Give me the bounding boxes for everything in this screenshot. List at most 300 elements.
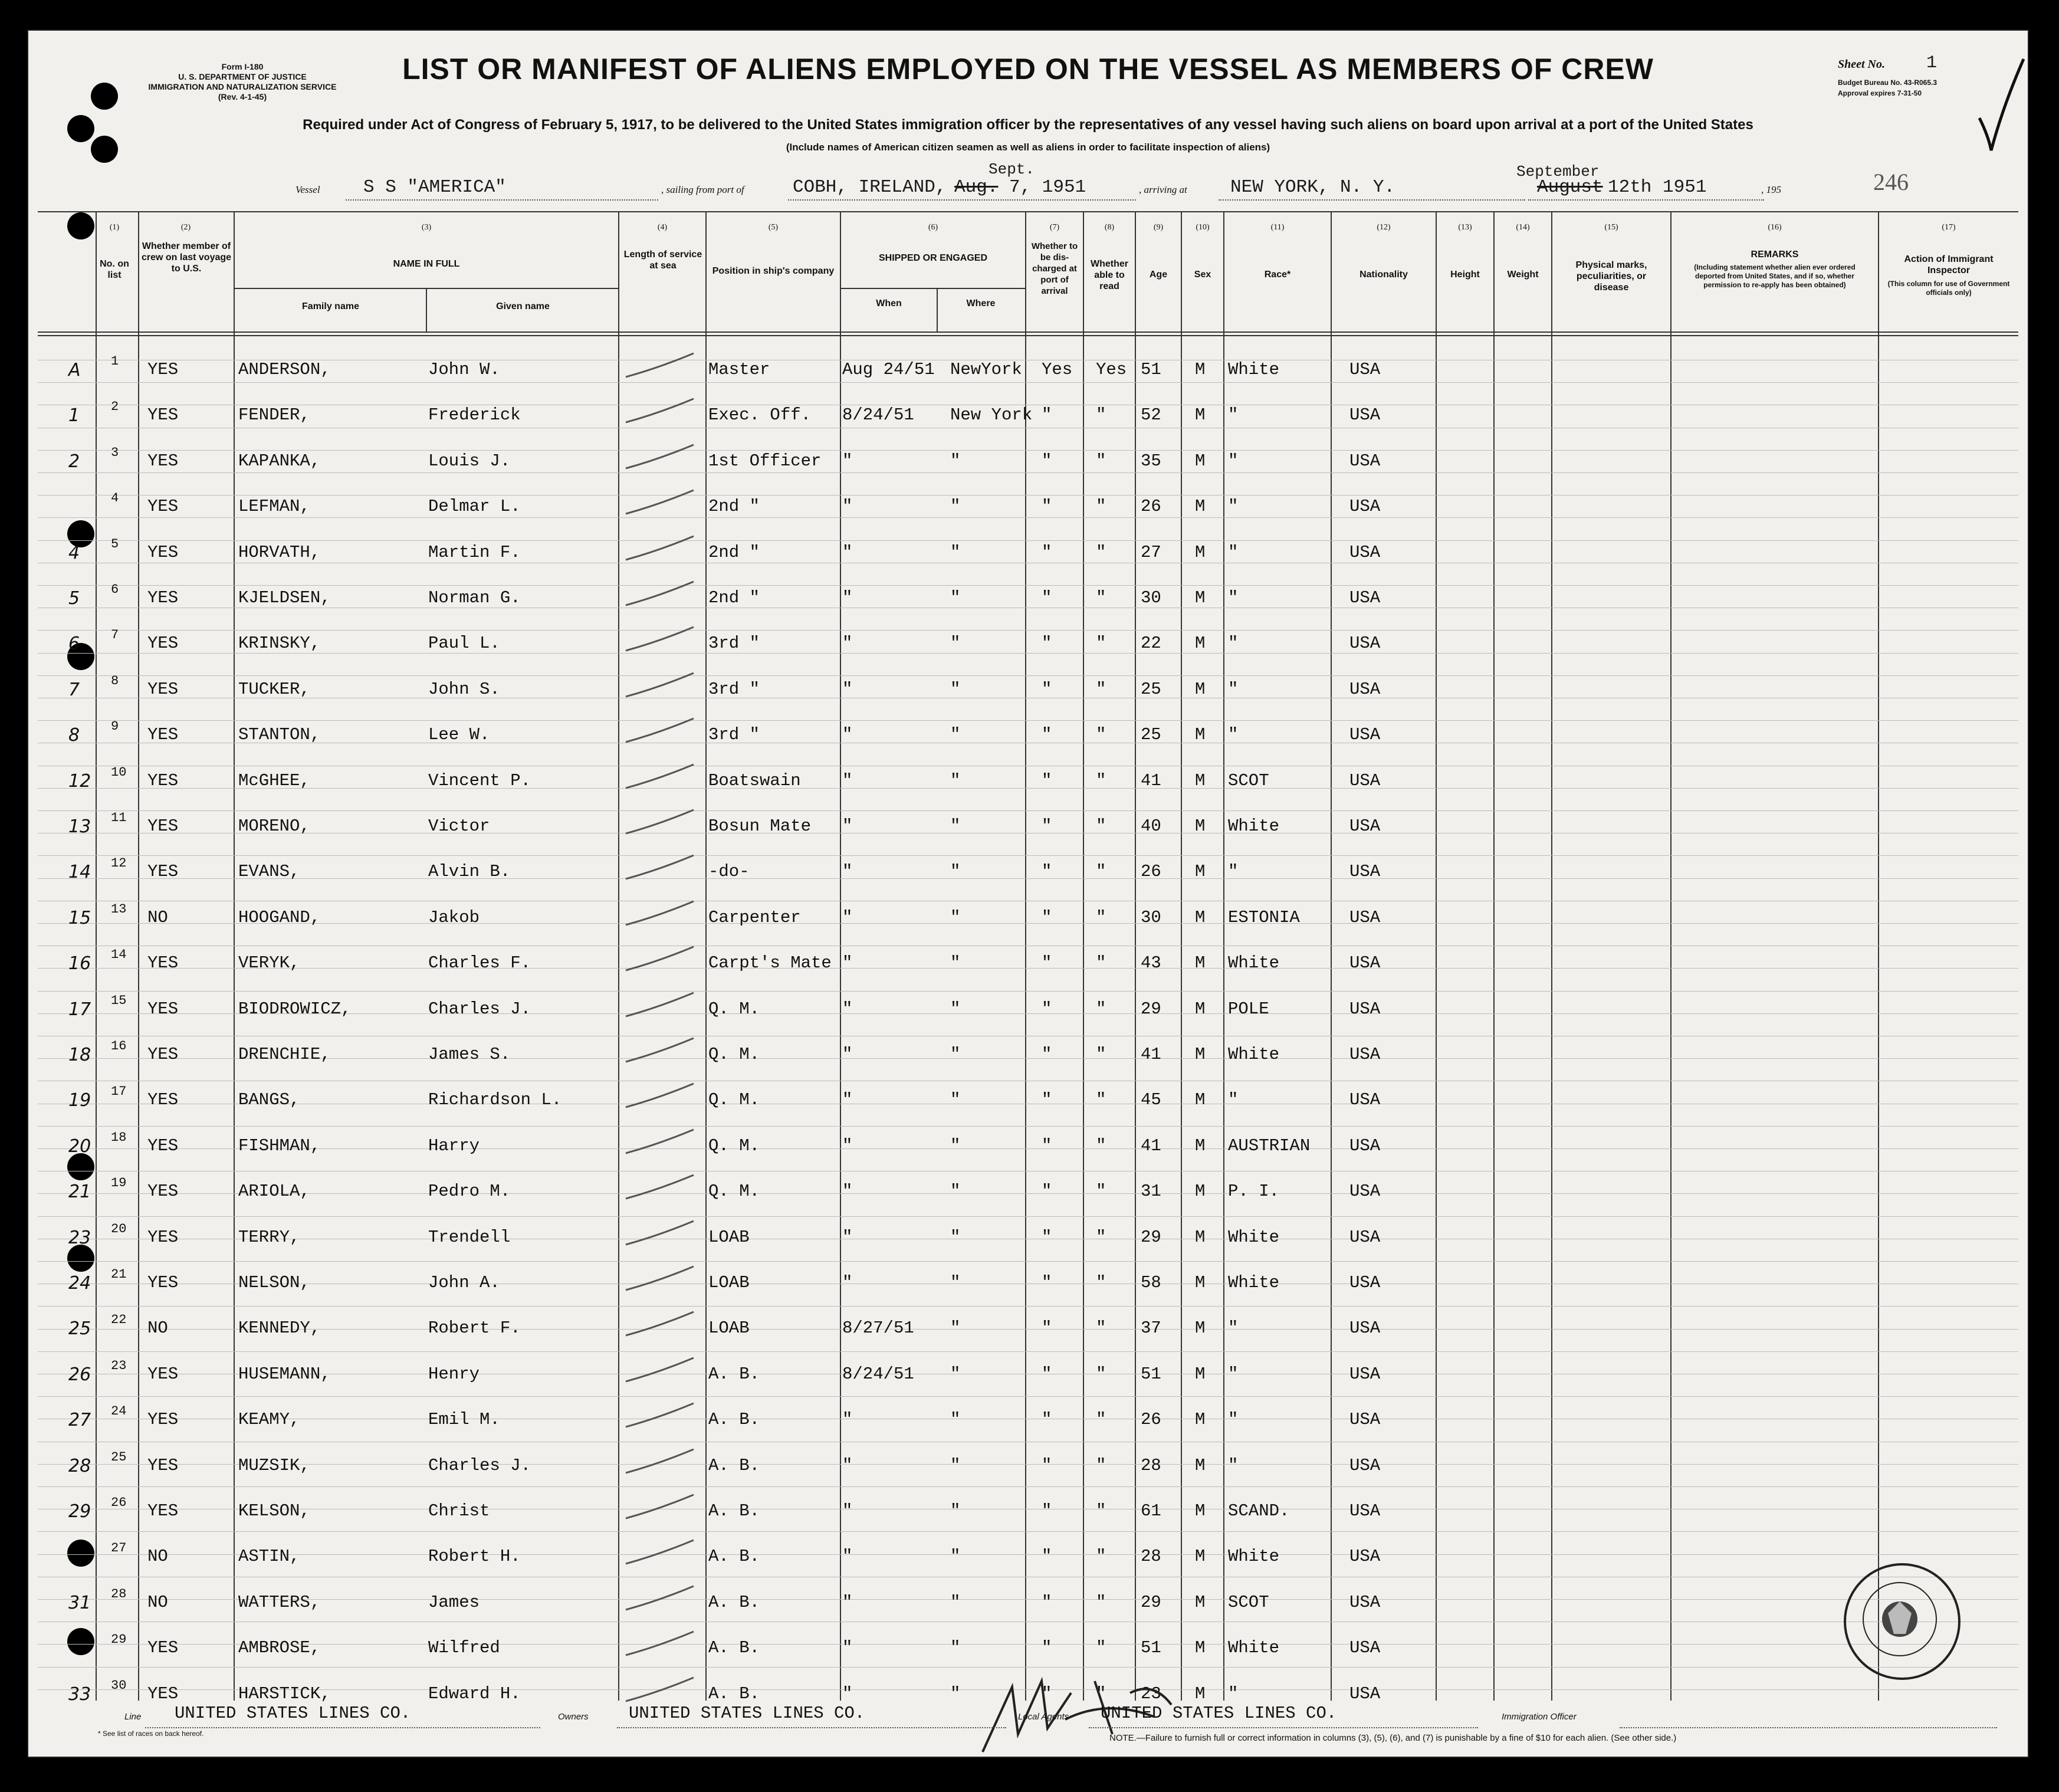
- row-discharged: ": [1042, 1683, 1052, 1704]
- col-header-inspector-action: Action of Immigrant Inspector: [1904, 254, 1994, 275]
- row-discharged: ": [1042, 1547, 1052, 1567]
- row-prev-voyage: YES: [147, 953, 179, 973]
- grid-column-line: [1878, 211, 1879, 1701]
- row-shipped-where: ": [950, 1045, 961, 1064]
- row-able-to-read: ": [1096, 1410, 1106, 1430]
- row-shipped-where: ": [950, 588, 961, 608]
- row-shipped-where: ": [950, 634, 961, 654]
- row-age: 51: [1141, 1638, 1161, 1658]
- row-number: 8: [111, 673, 119, 688]
- row-number: 10: [111, 764, 127, 780]
- ruled-line: [38, 517, 2018, 518]
- row-family-name: HARSTICK,: [238, 1683, 331, 1704]
- service-stroke: [617, 1127, 700, 1162]
- row-sex: M: [1195, 1638, 1206, 1658]
- row-able-to-read: ": [1096, 1683, 1106, 1704]
- row-race: ": [1228, 1318, 1239, 1338]
- col-num: (12): [1377, 223, 1391, 232]
- row-age: 51: [1141, 1364, 1161, 1384]
- ruled-line: [38, 382, 2018, 383]
- row-family-name: VERYK,: [238, 953, 300, 973]
- row-nationality: USA: [1349, 1547, 1381, 1567]
- row-given-name: Harry: [428, 1135, 480, 1156]
- row-able-to-read: ": [1096, 1547, 1106, 1567]
- row-discharged: ": [1042, 405, 1052, 425]
- row-nationality: USA: [1349, 1181, 1381, 1202]
- row-shipped-when: ": [842, 634, 853, 654]
- row-race: ESTONIA: [1228, 907, 1300, 927]
- row-handwritten-index: 14: [68, 862, 91, 883]
- row-race: White: [1228, 1045, 1280, 1064]
- row-age: 37: [1141, 1318, 1161, 1338]
- footer-owners-label: Owners: [558, 1712, 589, 1722]
- row-family-name: KAPANKA,: [238, 451, 321, 471]
- row-shipped-when: ": [842, 770, 853, 790]
- row-nationality: USA: [1349, 1638, 1381, 1658]
- ruled-line: [38, 450, 2018, 451]
- row-nationality: USA: [1349, 451, 1381, 471]
- row-given-name: Louis J.: [428, 451, 511, 471]
- row-discharged: ": [1042, 1045, 1052, 1064]
- col-header-given-name: Given name: [496, 301, 550, 311]
- row-able-to-read: ": [1096, 1501, 1106, 1521]
- row-number: 6: [111, 582, 119, 597]
- row-given-name: Emil M.: [428, 1410, 500, 1430]
- row-prev-voyage: YES: [147, 1455, 179, 1475]
- service-stroke: [617, 1583, 700, 1619]
- row-given-name: John W.: [428, 360, 500, 379]
- row-given-name: Charles F.: [428, 953, 531, 973]
- row-given-name: James: [428, 1592, 480, 1612]
- row-shipped-where: ": [950, 1455, 961, 1475]
- row-number: 26: [111, 1495, 127, 1510]
- stamp-number: 246: [1873, 169, 1909, 195]
- date-from: 7, 1951: [1009, 177, 1086, 198]
- row-given-name: Henry: [428, 1364, 480, 1384]
- row-shipped-where: ": [950, 1638, 961, 1658]
- row-family-name: HORVATH,: [238, 542, 321, 562]
- grid-column-line: [138, 211, 139, 1701]
- row-shipped-when: ": [842, 953, 853, 973]
- col-num: (2): [180, 223, 191, 232]
- row-race: ": [1228, 497, 1239, 517]
- row-sex: M: [1195, 497, 1206, 517]
- row-shipped-where: ": [950, 907, 961, 927]
- row-prev-voyage: YES: [147, 1638, 179, 1658]
- row-nationality: USA: [1349, 497, 1381, 517]
- row-age: 25: [1141, 679, 1161, 699]
- row-handwritten-index: 31: [68, 1592, 91, 1613]
- consulate-seal: [1844, 1563, 1961, 1680]
- month-correction: Sept.: [989, 160, 1035, 178]
- grid-column-line: [1083, 211, 1084, 1701]
- row-shipped-when: Aug 24/51: [842, 360, 935, 379]
- sheet-number: 1: [1926, 53, 1938, 73]
- row-sex: M: [1195, 1547, 1206, 1567]
- row-able-to-read: ": [1096, 1455, 1106, 1475]
- ruled-line: [38, 1531, 2018, 1532]
- row-position: 2nd ": [708, 497, 760, 517]
- row-position: Carpenter: [708, 907, 801, 927]
- row-handwritten-index: 5: [68, 588, 80, 609]
- row-sex: M: [1195, 1683, 1206, 1704]
- row-nationality: USA: [1349, 1318, 1381, 1338]
- row-shipped-when: ": [842, 1592, 853, 1612]
- row-position: A. B.: [708, 1547, 760, 1567]
- row-prev-voyage: YES: [147, 1181, 179, 1202]
- row-position: 2nd ": [708, 542, 760, 562]
- row-prev-voyage: YES: [147, 1364, 179, 1384]
- row-shipped-when: ": [842, 1090, 853, 1110]
- row-able-to-read: ": [1096, 1364, 1106, 1384]
- row-race: AUSTRIAN: [1228, 1135, 1311, 1156]
- row-number: 14: [111, 947, 127, 963]
- service-stroke: [617, 1537, 700, 1573]
- row-number: 12: [111, 856, 127, 871]
- ruled-line: [38, 788, 2018, 789]
- row-position: Q. M.: [708, 1090, 760, 1110]
- row-given-name: John S.: [428, 679, 500, 699]
- ruled-line: [38, 1644, 2018, 1645]
- row-race: ": [1228, 1455, 1239, 1475]
- row-handwritten-index: 33: [68, 1683, 91, 1705]
- service-stroke: [617, 350, 700, 386]
- row-nationality: USA: [1349, 360, 1381, 379]
- row-age: 22: [1141, 634, 1161, 654]
- col-header-nationality: Nationality: [1359, 270, 1408, 280]
- row-discharged: ": [1042, 1410, 1052, 1430]
- row-age: 41: [1141, 1135, 1161, 1156]
- row-number: 1: [111, 354, 119, 369]
- row-shipped-where: New York: [950, 405, 1033, 425]
- row-race: White: [1228, 1227, 1280, 1247]
- grid-column-line: [1551, 211, 1552, 1701]
- row-shipped-when: ": [842, 907, 853, 927]
- port-from: COBH, IRELAND,: [793, 177, 947, 198]
- row-number: 20: [111, 1221, 127, 1236]
- races-footnote: * See list of races on back hereof.: [98, 1729, 204, 1738]
- ruled-line: [38, 1329, 2018, 1330]
- row-sex: M: [1195, 907, 1206, 927]
- row-age: 25: [1141, 725, 1161, 745]
- punch-hole: [67, 1628, 94, 1655]
- col-header-race: Race*: [1264, 270, 1291, 280]
- row-nationality: USA: [1349, 1410, 1381, 1430]
- row-age: 23: [1141, 1683, 1161, 1704]
- row-number: 18: [111, 1130, 127, 1145]
- row-shipped-when: ": [842, 1638, 853, 1658]
- col-header-weight: Weight: [1507, 270, 1539, 280]
- row-position: LOAB: [708, 1318, 750, 1338]
- ruled-line: [38, 923, 2018, 924]
- row-able-to-read: ": [1096, 497, 1106, 517]
- col-num: (5): [768, 223, 779, 232]
- row-family-name: MORENO,: [238, 816, 310, 836]
- budget-bureau: Budget Bureau No. 43-R065.3: [1838, 78, 1938, 87]
- row-shipped-when: ": [842, 588, 853, 608]
- row-discharged: ": [1042, 542, 1052, 562]
- row-sex: M: [1195, 1501, 1206, 1521]
- row-shipped-when: ": [842, 679, 853, 699]
- row-able-to-read: ": [1096, 1273, 1106, 1292]
- row-prev-voyage: YES: [147, 1090, 179, 1110]
- row-able-to-read: ": [1096, 862, 1106, 882]
- row-handwritten-index: 28: [68, 1455, 91, 1476]
- row-shipped-where: ": [950, 1592, 961, 1612]
- ruled-line: [38, 878, 2018, 879]
- row-family-name: BIODROWICZ,: [238, 999, 352, 1019]
- row-race: ": [1228, 1410, 1239, 1430]
- row-discharged: ": [1042, 816, 1052, 836]
- row-race: ": [1228, 1683, 1239, 1704]
- row-family-name: KRINSKY,: [238, 634, 321, 654]
- row-sex: M: [1195, 1318, 1206, 1338]
- row-shipped-where: ": [950, 725, 961, 745]
- row-race: White: [1228, 1638, 1280, 1658]
- row-shipped-when: ": [842, 1455, 853, 1475]
- grid-column-line: [840, 211, 841, 1701]
- service-stroke: [617, 396, 700, 431]
- row-handwritten-index: 7: [68, 679, 80, 700]
- row-handwritten-index: 15: [68, 907, 91, 928]
- row-sex: M: [1195, 405, 1206, 425]
- row-able-to-read: ": [1096, 542, 1106, 562]
- form-number: Form I-180: [221, 62, 264, 71]
- row-given-name: Norman G.: [428, 588, 521, 608]
- row-shipped-when: ": [842, 1410, 853, 1430]
- row-family-name: WATTERS,: [238, 1592, 321, 1612]
- row-sex: M: [1195, 1181, 1206, 1202]
- row-given-name: Jakob: [428, 907, 480, 927]
- row-able-to-read: ": [1096, 816, 1106, 836]
- page-instruction: (Include names of American citizen seamen as well as aliens in order to facilitate inspection of aliens): [786, 142, 1270, 153]
- row-shipped-when: ": [842, 1547, 853, 1567]
- row-age: 41: [1141, 770, 1161, 790]
- row-age: 61: [1141, 1501, 1161, 1521]
- ruled-line: [38, 1193, 2018, 1194]
- row-position: 3rd ": [708, 725, 760, 745]
- row-shipped-where: ": [950, 770, 961, 790]
- row-position: A. B.: [708, 1683, 760, 1704]
- ruled-line: [38, 540, 2018, 541]
- row-shipped-where: ": [950, 862, 961, 882]
- row-shipped-where: ": [950, 953, 961, 973]
- row-able-to-read: ": [1096, 1090, 1106, 1110]
- row-nationality: USA: [1349, 725, 1381, 745]
- row-number: 17: [111, 1084, 127, 1100]
- ruled-line: [38, 1464, 2018, 1465]
- row-position: -do-: [708, 862, 750, 882]
- row-shipped-when: ": [842, 816, 853, 836]
- row-discharged: ": [1042, 451, 1052, 471]
- row-age: 26: [1141, 862, 1161, 882]
- row-able-to-read: ": [1096, 1181, 1106, 1202]
- row-shipped-when: ": [842, 725, 853, 745]
- service-stroke: [617, 807, 700, 842]
- row-sex: M: [1195, 1364, 1206, 1384]
- service-stroke: [617, 1263, 700, 1299]
- row-discharged: ": [1042, 725, 1052, 745]
- row-race: ": [1228, 588, 1239, 608]
- row-able-to-read: ": [1096, 1227, 1106, 1247]
- approval-expires: Approval expires 7-31-50: [1838, 89, 1922, 97]
- col-num: (7): [1049, 223, 1060, 232]
- row-discharged: ": [1042, 1364, 1052, 1384]
- col-header-remarks: REMARKS: [1751, 250, 1799, 260]
- ruled-line: [38, 630, 2018, 631]
- service-stroke: [617, 716, 700, 751]
- service-stroke: [617, 442, 700, 477]
- row-able-to-read: ": [1096, 679, 1106, 699]
- row-nationality: USA: [1349, 770, 1381, 790]
- row-shipped-where: ": [950, 1364, 961, 1384]
- row-sex: M: [1195, 1227, 1206, 1247]
- ruled-line: [38, 1599, 2018, 1600]
- row-handwritten-index: 25: [68, 1318, 91, 1340]
- row-shipped-where: ": [950, 1683, 961, 1704]
- col-num: (17): [1942, 223, 1956, 232]
- row-able-to-read: ": [1096, 451, 1106, 471]
- row-shipped-where: ": [950, 1501, 961, 1521]
- row-race: SCOT: [1228, 1592, 1269, 1612]
- row-number: 15: [111, 993, 127, 1008]
- form-dept: U. S. DEPARTMENT OF JUSTICE: [178, 72, 307, 81]
- row-shipped-when: ": [842, 497, 853, 517]
- row-prev-voyage: YES: [147, 1273, 179, 1292]
- row-prev-voyage: YES: [147, 1045, 179, 1064]
- row-handwritten-index: 8: [68, 725, 80, 746]
- row-race: SCAND.: [1228, 1501, 1290, 1521]
- ruled-line: [38, 472, 2018, 473]
- row-family-name: ARIOLA,: [238, 1181, 310, 1202]
- row-age: 28: [1141, 1455, 1161, 1475]
- row-prev-voyage: YES: [147, 1227, 179, 1247]
- service-stroke: [617, 1446, 700, 1482]
- row-nationality: USA: [1349, 1455, 1381, 1475]
- row-given-name: Charles J.: [428, 1455, 531, 1475]
- row-shipped-where: ": [950, 1547, 961, 1567]
- row-family-name: MUZSIK,: [238, 1455, 310, 1475]
- row-race: White: [1228, 1547, 1280, 1567]
- row-shipped-where: ": [950, 542, 961, 562]
- grid-column-line: [1181, 211, 1182, 1701]
- row-race: White: [1228, 953, 1280, 973]
- row-family-name: ANDERSON,: [238, 360, 331, 379]
- row-race: ": [1228, 725, 1239, 745]
- grid-column-line: [1135, 211, 1136, 1701]
- row-age: 30: [1141, 907, 1161, 927]
- manifest-sheet: [27, 29, 2029, 1758]
- row-nationality: USA: [1349, 679, 1381, 699]
- footer-line: UNITED STATES LINES CO.: [175, 1704, 411, 1723]
- row-family-name: NELSON,: [238, 1273, 310, 1292]
- service-stroke: [617, 579, 700, 614]
- row-handwritten-index: 12: [68, 770, 91, 792]
- row-age: 58: [1141, 1273, 1161, 1292]
- row-number: 7: [111, 628, 119, 643]
- row-number: 27: [111, 1541, 127, 1556]
- row-position: A. B.: [708, 1501, 760, 1521]
- row-able-to-read: ": [1096, 1638, 1106, 1658]
- row-age: 51: [1141, 360, 1161, 379]
- row-number: 13: [111, 901, 127, 917]
- row-able-to-read: ": [1096, 953, 1106, 973]
- row-discharged: ": [1042, 1638, 1052, 1658]
- row-position: Carpt's Mate: [708, 953, 832, 973]
- service-stroke: [617, 1218, 700, 1253]
- sailing-label: , sailing from port of: [661, 184, 744, 195]
- row-number: 11: [111, 810, 127, 825]
- punch-hole: [67, 212, 94, 239]
- row-family-name: STANTON,: [238, 725, 321, 745]
- row-number: 30: [111, 1678, 127, 1693]
- row-handwritten-index: 18: [68, 1045, 91, 1065]
- shipped-divider: [937, 288, 938, 332]
- grid-column-line: [96, 211, 97, 1701]
- page-title: LIST OR MANIFEST OF ALIENS EMPLOYED ON THE VESSEL AS MEMBERS OF CREW: [402, 52, 1654, 86]
- footer-agents: UNITED STATES LINES CO.: [1101, 1704, 1337, 1723]
- row-age: 26: [1141, 1410, 1161, 1430]
- col-header-physical-marks: Physical marks, peculiarities, or disease: [1575, 260, 1647, 293]
- row-family-name: TUCKER,: [238, 679, 310, 699]
- service-stroke: [617, 944, 700, 979]
- row-race: ": [1228, 451, 1239, 471]
- grid-column-line: [705, 211, 707, 1701]
- row-discharged: ": [1042, 907, 1052, 927]
- row-given-name: Martin F.: [428, 542, 521, 562]
- row-race: White: [1228, 360, 1280, 379]
- row-nationality: USA: [1349, 862, 1381, 882]
- row-nationality: USA: [1349, 634, 1381, 654]
- service-stroke: [617, 1309, 700, 1344]
- row-discharged: ": [1042, 1592, 1052, 1612]
- col-header-age: Age: [1149, 270, 1168, 280]
- ruled-line: [38, 1058, 2018, 1059]
- row-shipped-when: ": [842, 451, 853, 471]
- row-discharged: ": [1042, 1273, 1052, 1292]
- row-handwritten-index: 26: [68, 1364, 91, 1385]
- row-race: White: [1228, 816, 1280, 836]
- row-position: Q. M.: [708, 999, 760, 1019]
- row-discharged: ": [1042, 953, 1052, 973]
- row-handwritten-index: 20: [68, 1135, 91, 1157]
- row-nationality: USA: [1349, 405, 1381, 425]
- row-sex: M: [1195, 1045, 1206, 1064]
- row-position: A. B.: [708, 1410, 760, 1430]
- row-sex: M: [1195, 816, 1206, 836]
- row-prev-voyage: YES: [147, 816, 179, 836]
- vessel-name: S S "AMERICA": [363, 177, 506, 198]
- service-stroke: [617, 1355, 700, 1390]
- col-header-position: Position in ship's company: [712, 266, 835, 276]
- col-num: (13): [1458, 223, 1472, 232]
- col-header-remarks-note: (Including statement whether alien ever ordered deported from United States, and if so, whether permission to re-apply has been obtained): [1694, 263, 1856, 289]
- row-prev-voyage: YES: [147, 770, 179, 790]
- col-num: (4): [657, 223, 668, 232]
- service-stroke: [617, 1492, 700, 1527]
- year-suffix: , 195: [1761, 184, 1781, 195]
- row-given-name: Victor: [428, 816, 490, 836]
- row-sex: M: [1195, 725, 1206, 745]
- row-sex: M: [1195, 542, 1206, 562]
- row-position: LOAB: [708, 1273, 750, 1292]
- footer-agents-label: Local Agents: [1018, 1712, 1069, 1722]
- ruled-line: [38, 585, 2018, 586]
- arrival-date: 12th 1951: [1608, 177, 1707, 198]
- row-shipped-where: ": [950, 1135, 961, 1156]
- row-discharged: ": [1042, 588, 1052, 608]
- row-given-name: Robert H.: [428, 1547, 521, 1567]
